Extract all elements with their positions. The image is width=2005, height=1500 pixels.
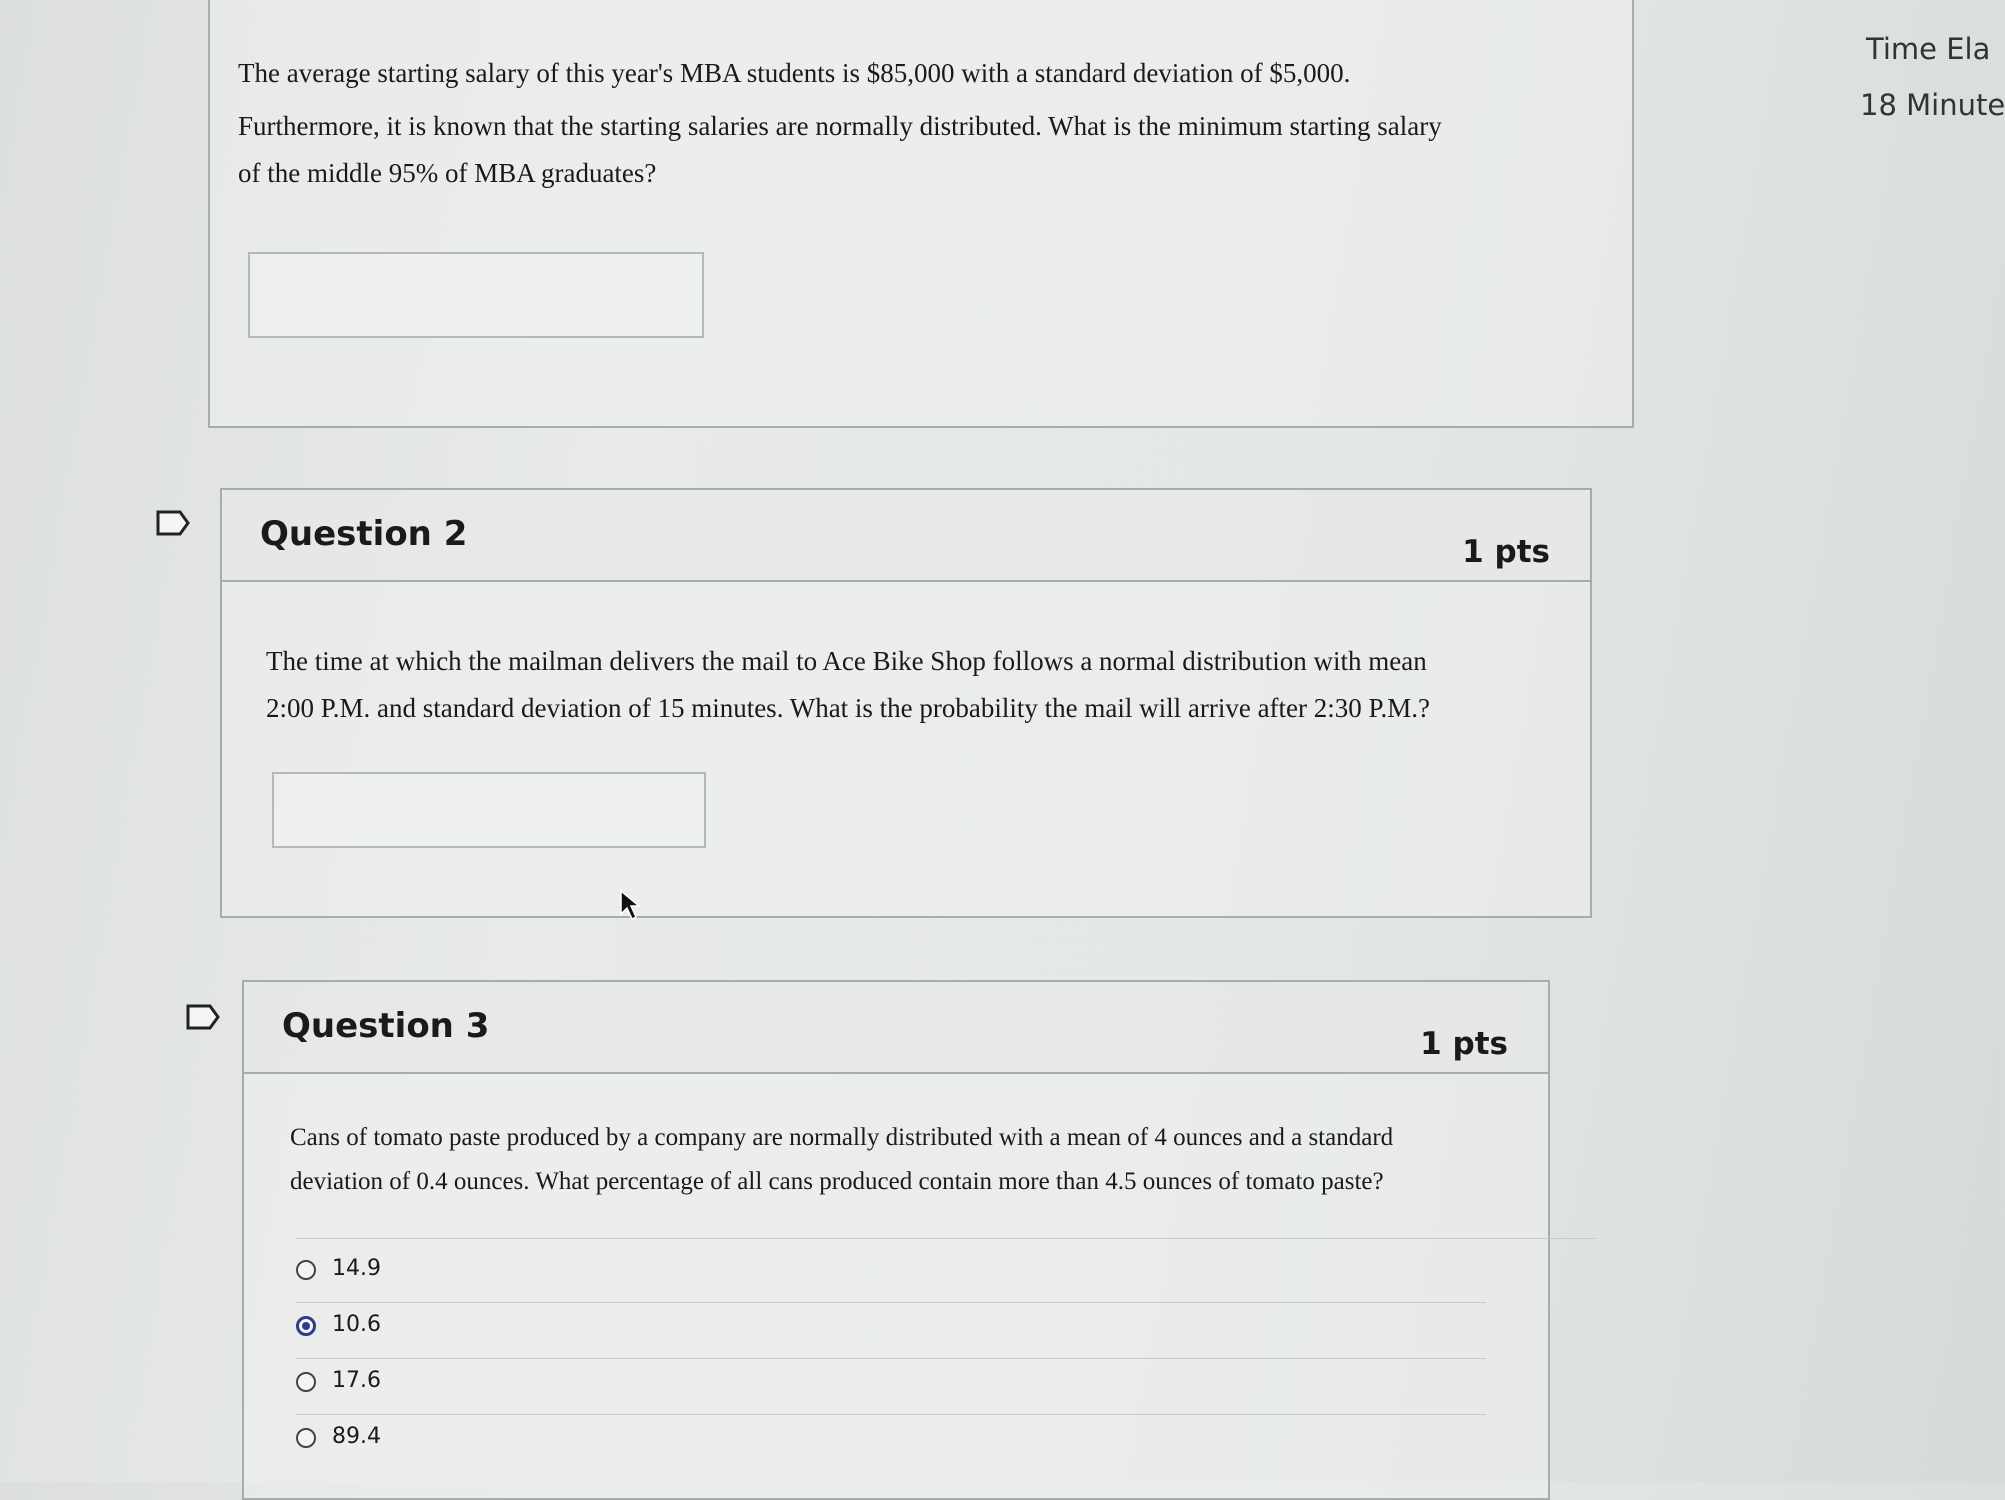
question-1-text-line: of the middle 95% of MBA graduates?	[238, 158, 657, 188]
question-3-text-line: deviation of 0.4 ounces. What percentage of all cans produced contain more than 4.5 ounces of tomato paste?	[290, 1168, 1384, 1195]
answer-option[interactable]	[296, 1414, 1486, 1470]
question-2-header	[222, 490, 1590, 582]
mouse-cursor-icon	[620, 890, 642, 922]
question-2-points: 1 pts	[1462, 534, 1550, 570]
flag-question-icon[interactable]	[186, 1004, 220, 1030]
answer-option[interactable]	[296, 1246, 1486, 1303]
answer-option-label: 17.6	[332, 1368, 381, 1393]
question-3-points: 1 pts	[1420, 1026, 1508, 1062]
answer-option[interactable]	[296, 1302, 1486, 1359]
question-2-title: Question 2	[260, 514, 468, 554]
answer-option-label: 10.6	[332, 1312, 381, 1337]
question-3-text	[290, 1116, 1530, 1204]
question-3-text-line: Cans of tomato paste produced by a company are normally distributed with a mean of 4 ounces and a standard	[290, 1124, 1394, 1151]
time-elapsed-label: Time Ela	[1866, 32, 1991, 66]
radio-button-selected[interactable]	[296, 1316, 316, 1336]
question-1-answer-input[interactable]	[248, 252, 704, 338]
question-1-panel	[208, 0, 1634, 428]
time-elapsed-value: 18 Minute	[1860, 88, 2005, 122]
question-1-text	[238, 50, 1618, 197]
question-1-text-line: The average starting salary of this year's MBA students is $85,000 with a standard deviation of $5,000.	[238, 58, 1351, 88]
question-3-header	[244, 982, 1548, 1074]
question-1-text-line: Furthermore, it is known that the starting salaries are normally distributed. What is the minimum starting salary	[238, 111, 1442, 141]
question-2-text-line: 2:00 P.M. and standard deviation of 15 minutes. What is the probability the mail will arrive after 2:30 P.M.?	[266, 693, 1431, 723]
question-2-answer-input[interactable]	[272, 772, 706, 848]
flag-question-icon[interactable]	[156, 510, 190, 536]
question-2-text-line: The time at which the mailman delivers the mail to Ace Bike Shop follows a normal distribution with mean	[266, 646, 1427, 676]
answer-options-list	[296, 1238, 1596, 1239]
question-2-panel	[220, 488, 1592, 918]
radio-button[interactable]	[296, 1372, 316, 1392]
radio-button[interactable]	[296, 1428, 316, 1448]
answer-option-label: 89.4	[332, 1424, 381, 1449]
question-3-panel	[242, 980, 1550, 1500]
radio-button[interactable]	[296, 1260, 316, 1280]
answer-option-label: 14.9	[332, 1256, 381, 1281]
question-3-title: Question 3	[282, 1006, 490, 1046]
question-2-text	[266, 638, 1566, 732]
answer-option[interactable]	[296, 1358, 1486, 1415]
